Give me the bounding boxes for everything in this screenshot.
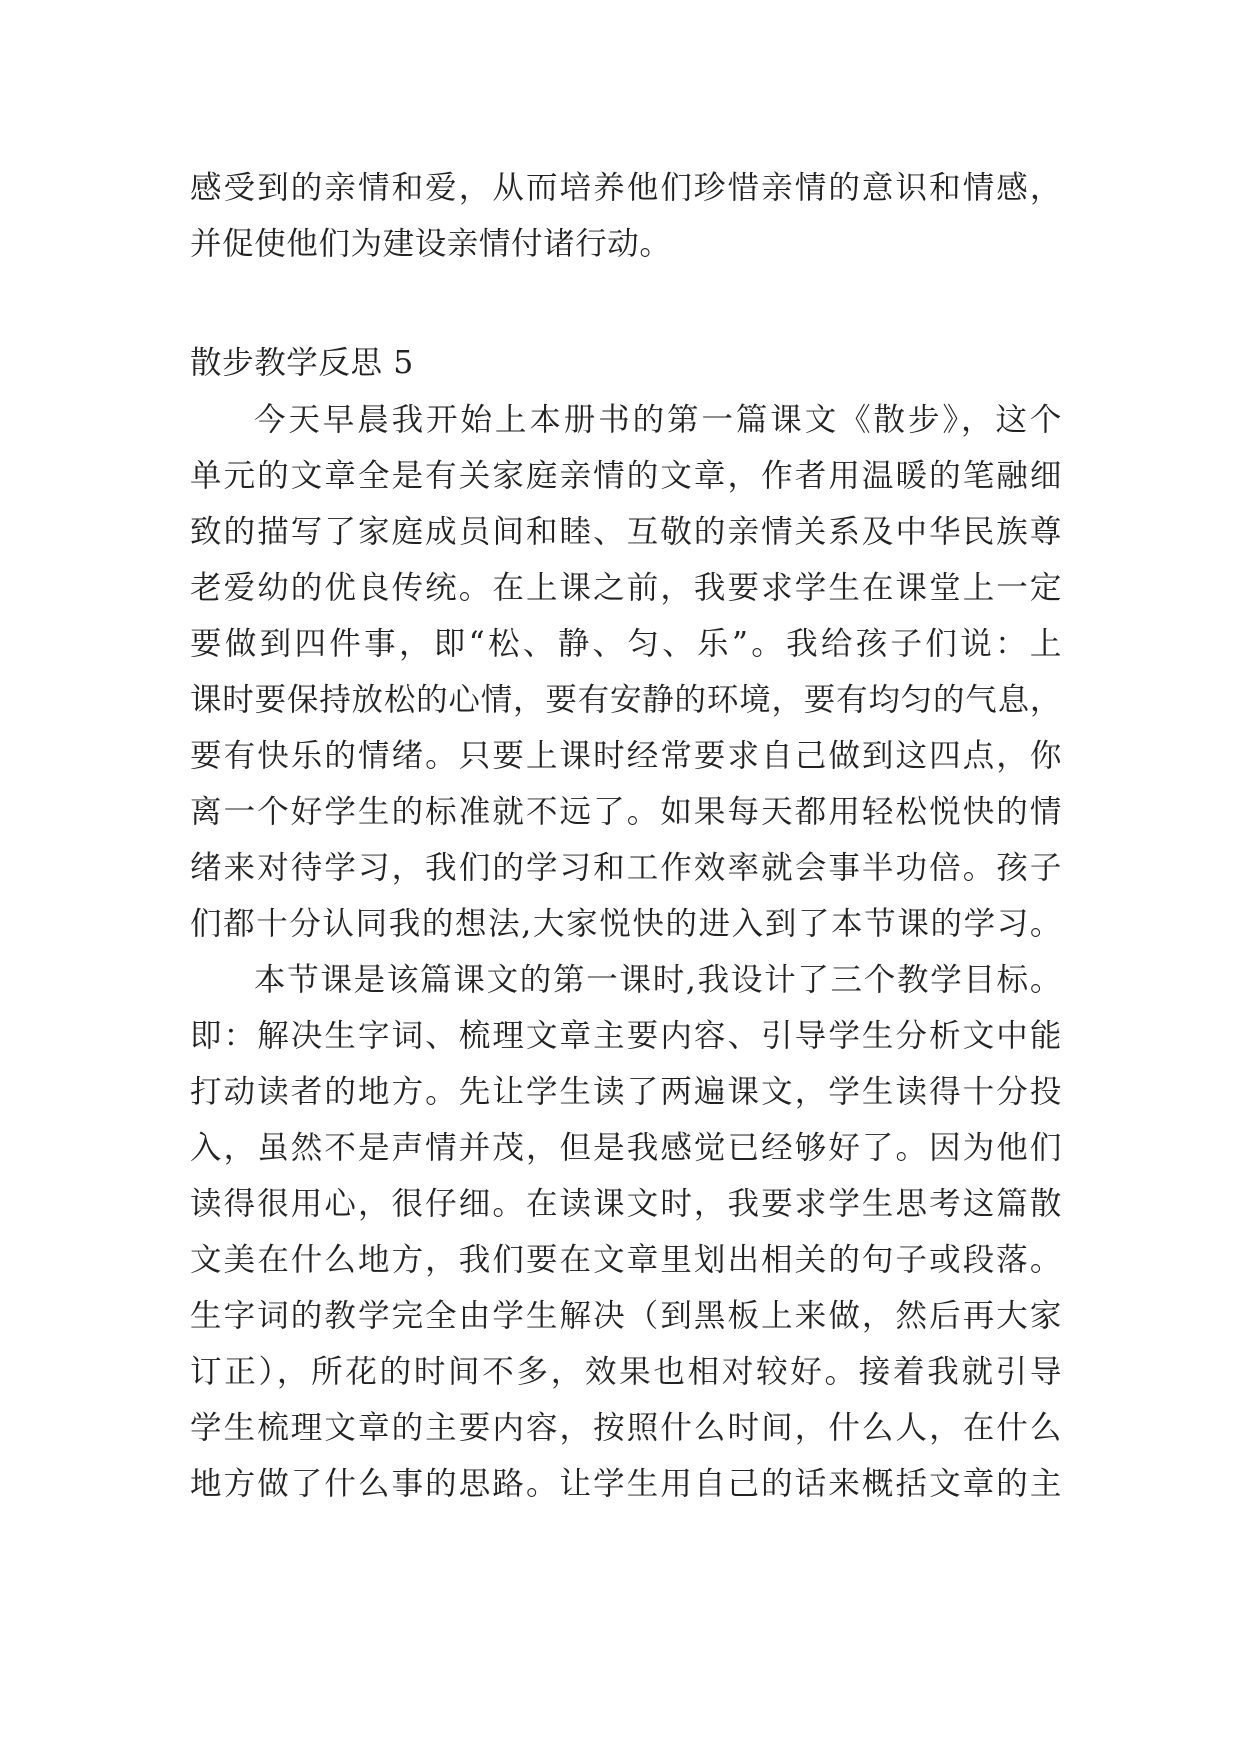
paragraph1-line-8: 离一个好学生的标准就不远了。如果每天都用轻松悦快的情	[190, 794, 1062, 830]
paragraph2-line-9: 学生梳理文章的主要内容，按照什么时间，什么人，在什么	[190, 1410, 1062, 1446]
paragraph2-line-10: 地方做了什么事的思路。让学生用自己的话来概括文章的主	[190, 1466, 1062, 1502]
paragraph1-line-6: 课时要保持放松的心情，要有安静的环境，要有均匀的气息，	[190, 682, 1062, 718]
intro-line-2: 并促使他们为建设亲情付诸行动。	[190, 226, 672, 262]
paragraph1-line-3: 致的描写了家庭成员间和睦、互敬的亲情关系及中华民族尊	[190, 514, 1062, 550]
paragraph2-line-2: 即：解决生字词、梳理文章主要内容、引导学生分析文中能	[190, 1018, 1062, 1054]
paragraph1-line-4: 老爱幼的优良传统。在上课之前，我要求学生在课堂上一定	[190, 570, 1062, 606]
paragraph2-line-4: 入，虽然不是声情并茂，但是我感觉已经够好了。因为他们	[190, 1130, 1062, 1166]
paragraph2-line-6: 文美在什么地方，我们要在文章里划出相关的句子或段落。	[190, 1242, 1062, 1278]
paragraph1-line-1: 今天早晨我开始上本册书的第一篇课文《散步》，这个	[254, 402, 1062, 438]
paragraph1-line-10: 们都十分认同我的想法,大家悦快的进入到了本节课的学习。	[190, 906, 1062, 942]
intro-line-1: 感受到的亲情和爱，从而培养他们珍惜亲情的意识和情感，	[190, 170, 1062, 206]
paragraph2-line-7: 生字词的教学完全由学生解决（到黑板上来做，然后再大家	[190, 1298, 1062, 1334]
paragraph1-line-9: 绪来对待学习，我们的学习和工作效率就会事半功倍。孩子	[190, 850, 1062, 886]
paragraph1-line-5: 要做到四件事，即“松、静、匀、乐”。我给孩子们说：上	[190, 626, 1062, 662]
paragraph1-line-2: 单元的文章全是有关家庭亲情的文章，作者用温暖的笔融细	[190, 458, 1062, 494]
paragraph2-line-5: 读得很用心，很仔细。在读课文时，我要求学生思考这篇散	[190, 1186, 1062, 1222]
paragraph2-line-8: 订正），所花的时间不多，效果也相对较好。接着我就引导	[190, 1354, 1062, 1390]
paragraph2-line-1: 本节课是该篇课文的第一课时,我设计了三个教学目标。	[254, 962, 1062, 998]
section-heading: 散步教学反思 5	[190, 345, 414, 381]
paragraph1-line-7: 要有快乐的情绪。只要上课时经常要求自己做到这四点，你	[190, 738, 1062, 774]
paragraph2-line-3: 打动读者的地方。先让学生读了两遍课文，学生读得十分投	[190, 1074, 1062, 1110]
